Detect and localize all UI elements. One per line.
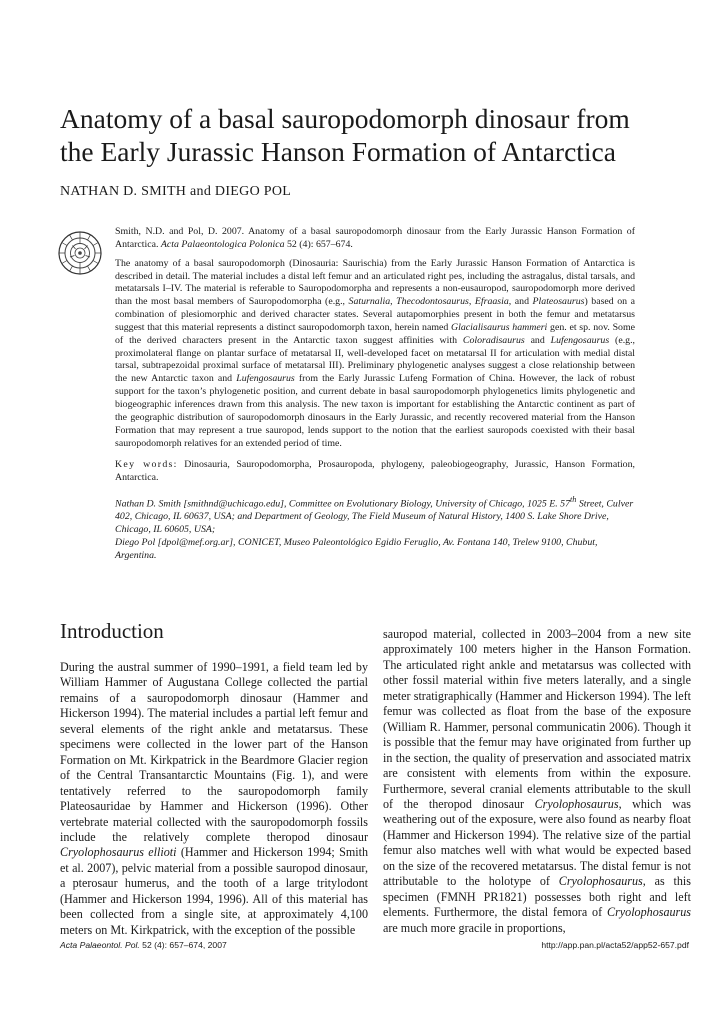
footer-journal-citation: [60, 940, 227, 950]
abstract-text: from the Early Jurassic Lufeng Formation of China. However, the lack of robust support for the taxon’s phylogenetic position, and current debate in basal sauropodomorph phylogenetics limits phylogenetic and biogeographic inferences drawn from this analysis. The new taxon is important for establishing the Antarctic continent as part of the geographic distribution of sauropodomorph dinosaurs in the Early Jurassic, and recently recovered material from the Hanson Formation that may represent a true sauropod, lends support to the notion that the earliest sauropods coexisted with their basal sauropodomorph relatives for an extended period of time.: [115, 373, 636, 449]
body-text: sauropod material, collected in 2003–2004 from a new site approximately 100 meters higher in the Hanson Formation. The articulated right ankle and metatarsus was collected with other fossil material within five meters laterally, and a single meter stratigraphically (Hammer and Hickerson 1994). The left femur was collected as float from the base of the exposure (William R. Hammer, personal communicatin 2006). Though it is possible that the femur may have originated from further up in the section, the quality of preservation and associated matrix are consistent with elements from within the exposure. Furthermore, several cranial elements attributable to the skull of the theropod dinosaur: [383, 627, 691, 811]
affiliation-smith: [115, 494, 635, 537]
abstract-text: , and: [508, 296, 533, 308]
abstract: [115, 258, 635, 451]
taxon-name: Coloradisaurus: [462, 334, 525, 346]
ammonite-logo-icon: [57, 230, 103, 276]
taxon-name: Lufengosaurus: [550, 334, 610, 346]
body-text: , which was weathering out of the exposure, were also found as nearby float (Hammer and Hickerson 1994). The relative size of the partial femur also matches well with what would be expected based on the size of the recovered metatarsus. The distal femur is not attributable to the holotype of: [383, 796, 691, 889]
keywords: [115, 459, 635, 485]
footer-journal: Acta Palaeontol. Pol.: [60, 940, 140, 950]
taxon-name: Plateosaurus: [532, 296, 585, 308]
keywords-label: Key words:: [115, 459, 178, 471]
taxon-name: Cryolophosaurus: [607, 905, 691, 920]
affiliation-superscript: th: [570, 495, 577, 505]
paragraph: [383, 627, 691, 936]
taxon-name: Lufengosaurus: [236, 373, 295, 385]
taxon-name: Cryolophosaurus: [558, 874, 643, 889]
taxon-name: Glacialisaurus hammeri: [451, 321, 548, 333]
title-line-1: Anatomy of a basal sauropodomorph dinosaur from: [60, 103, 630, 134]
front-matter: [115, 226, 635, 563]
body-column-right: [383, 627, 691, 936]
citation: [115, 226, 635, 252]
body-text: , as this specimen (FMNH PR1821) possesses both right and left elements. Furthermore, the distal femora of: [383, 874, 691, 920]
keywords-text: Dinosauria, Sauropodomorpha, Prosauropoda, phylogeny, paleobiogeography, Jurassic, Hanson Formation, Antarctica.: [115, 459, 635, 484]
abstract-text: gen. et sp. nov. Some of the derived characters present in the Antarctic taxon suggest affinities with: [115, 321, 635, 346]
title-line-2: the Early Jurassic Hanson Formation of Antarctica: [60, 136, 616, 167]
body-text: (Hammer and Hickerson 1994; Smith et al. 2007), pelvic material from a possible sauropod dinosaur, a pterosaur humerus, and the tooth of a large tritylodont (Hammer and Hickerson 1994, 1996). All of this material has been collected from a single site, at approximately 4,100 meters on Mt. Kirkpatrick, with the exception of the possible: [60, 845, 368, 937]
taxon-name: Cryolophosaurus ellioti: [60, 845, 177, 860]
abstract-text: ,: [468, 296, 475, 308]
paragraph: [60, 660, 368, 938]
affiliation-pol: Diego Pol [dpol@mef.org.ar], CONICET, Museo Paleontológico Egidio Feruglio, Av. Fontana 140, Trelew 9100, Chubut, Argentina.: [115, 536, 598, 561]
section-heading-introduction: Introduction: [60, 619, 164, 643]
body-text: During the austral summer of 1990–1991, a field team led by William Hammer of Augustana College collected the partial remains of a sauropodomorph dinosaur (Hammer and Hickerson 1994). The material includes a partial left femur and several elements of the right ankle and metatarsus. These specimens were collected in the lower part of the Hanson Formation on Mt. Kirkpatrick in the Beardmore Glacier region of the Central Transantarctic Mountains (Fig. 1), and were tentatively referred to the sauropodomorph family Plateosauridae by Hammer and Hickerson (1996). Other vertebrate material collected with the sauropodomorph fossils include the relatively complete theropod dinosaur: [60, 660, 368, 844]
taxon-name: Thecodontosaurus: [396, 296, 469, 308]
taxon-name: Saturnalia: [348, 296, 391, 308]
citation-volume: 52 (4): 657–674.: [284, 238, 353, 250]
abstract-text: The anatomy of a basal sauropodomorph (Dinosauria: Saurischia) from the Early Jurassic Hanson Formation of Antarctica is described in detail. The material includes a distal left femur and an articulated right pes, including the astragalus, distal tarsals, and metatarsals I–IV. The material is referable to Sauropodomorpha and represents a non-eusauropod, sauropodomorph more derived than the most basal members of Sauropodomorpha (e.g.,: [115, 257, 635, 308]
affiliation-text: Nathan D. Smith [smithnd@uchicago.edu], Committee on Evolutionary Biology, University of Chicago, 1025 E. 57: [115, 498, 570, 510]
author-list: NATHAN D. SMITH and DIEGO POL: [60, 184, 292, 199]
body-text: are much more gracile in proportions,: [383, 920, 566, 935]
citation-text: Smith, N.D. and Pol, D. 2007. Anatomy of a basal sauropodomorph dinosaur from the Early Jurassic Hanson Formation of Antarctica.: [115, 226, 635, 250]
abstract-text: ,: [390, 296, 397, 308]
abstract-text: (e.g., proximolateral flange on plantar surface of metatarsal II, well-developed facet on metatarsal II for articulation with medial distal tarsal, subtrapezoidal proximal surface of metatarsal III). Preliminary phylogenetic analyses suggest a close relationship between the new Antarctic taxon and: [115, 334, 636, 385]
footer-issue: 52 (4): 657–674, 2007: [139, 940, 227, 950]
footer-url-link[interactable]: http://app.pan.pl/acta52/app52-657.pdf: [541, 940, 689, 950]
abstract-text: ) based on a combination of plesiomorphic and derived character states. Several autapomorphies present in both the femur and metatarsus suggest that this material represents a distinct sauropodomorph taxon, herein named: [115, 296, 635, 333]
citation-journal: Acta Palaeontologica Polonica: [160, 238, 285, 250]
article-title: [60, 102, 680, 168]
abstract-text: and: [524, 334, 551, 346]
affiliation-text: Street, Culver 402, Chicago, IL 60637, USA; and Department of Geology, The Field Museum of Natural History, 1400 S. Lake Shore Drive, Chicago, IL 60605, USA;: [115, 498, 634, 535]
taxon-name: Cryolophosaurus: [534, 796, 619, 811]
body-column-left: [60, 660, 368, 938]
taxon-name: Efraasia: [474, 296, 509, 308]
